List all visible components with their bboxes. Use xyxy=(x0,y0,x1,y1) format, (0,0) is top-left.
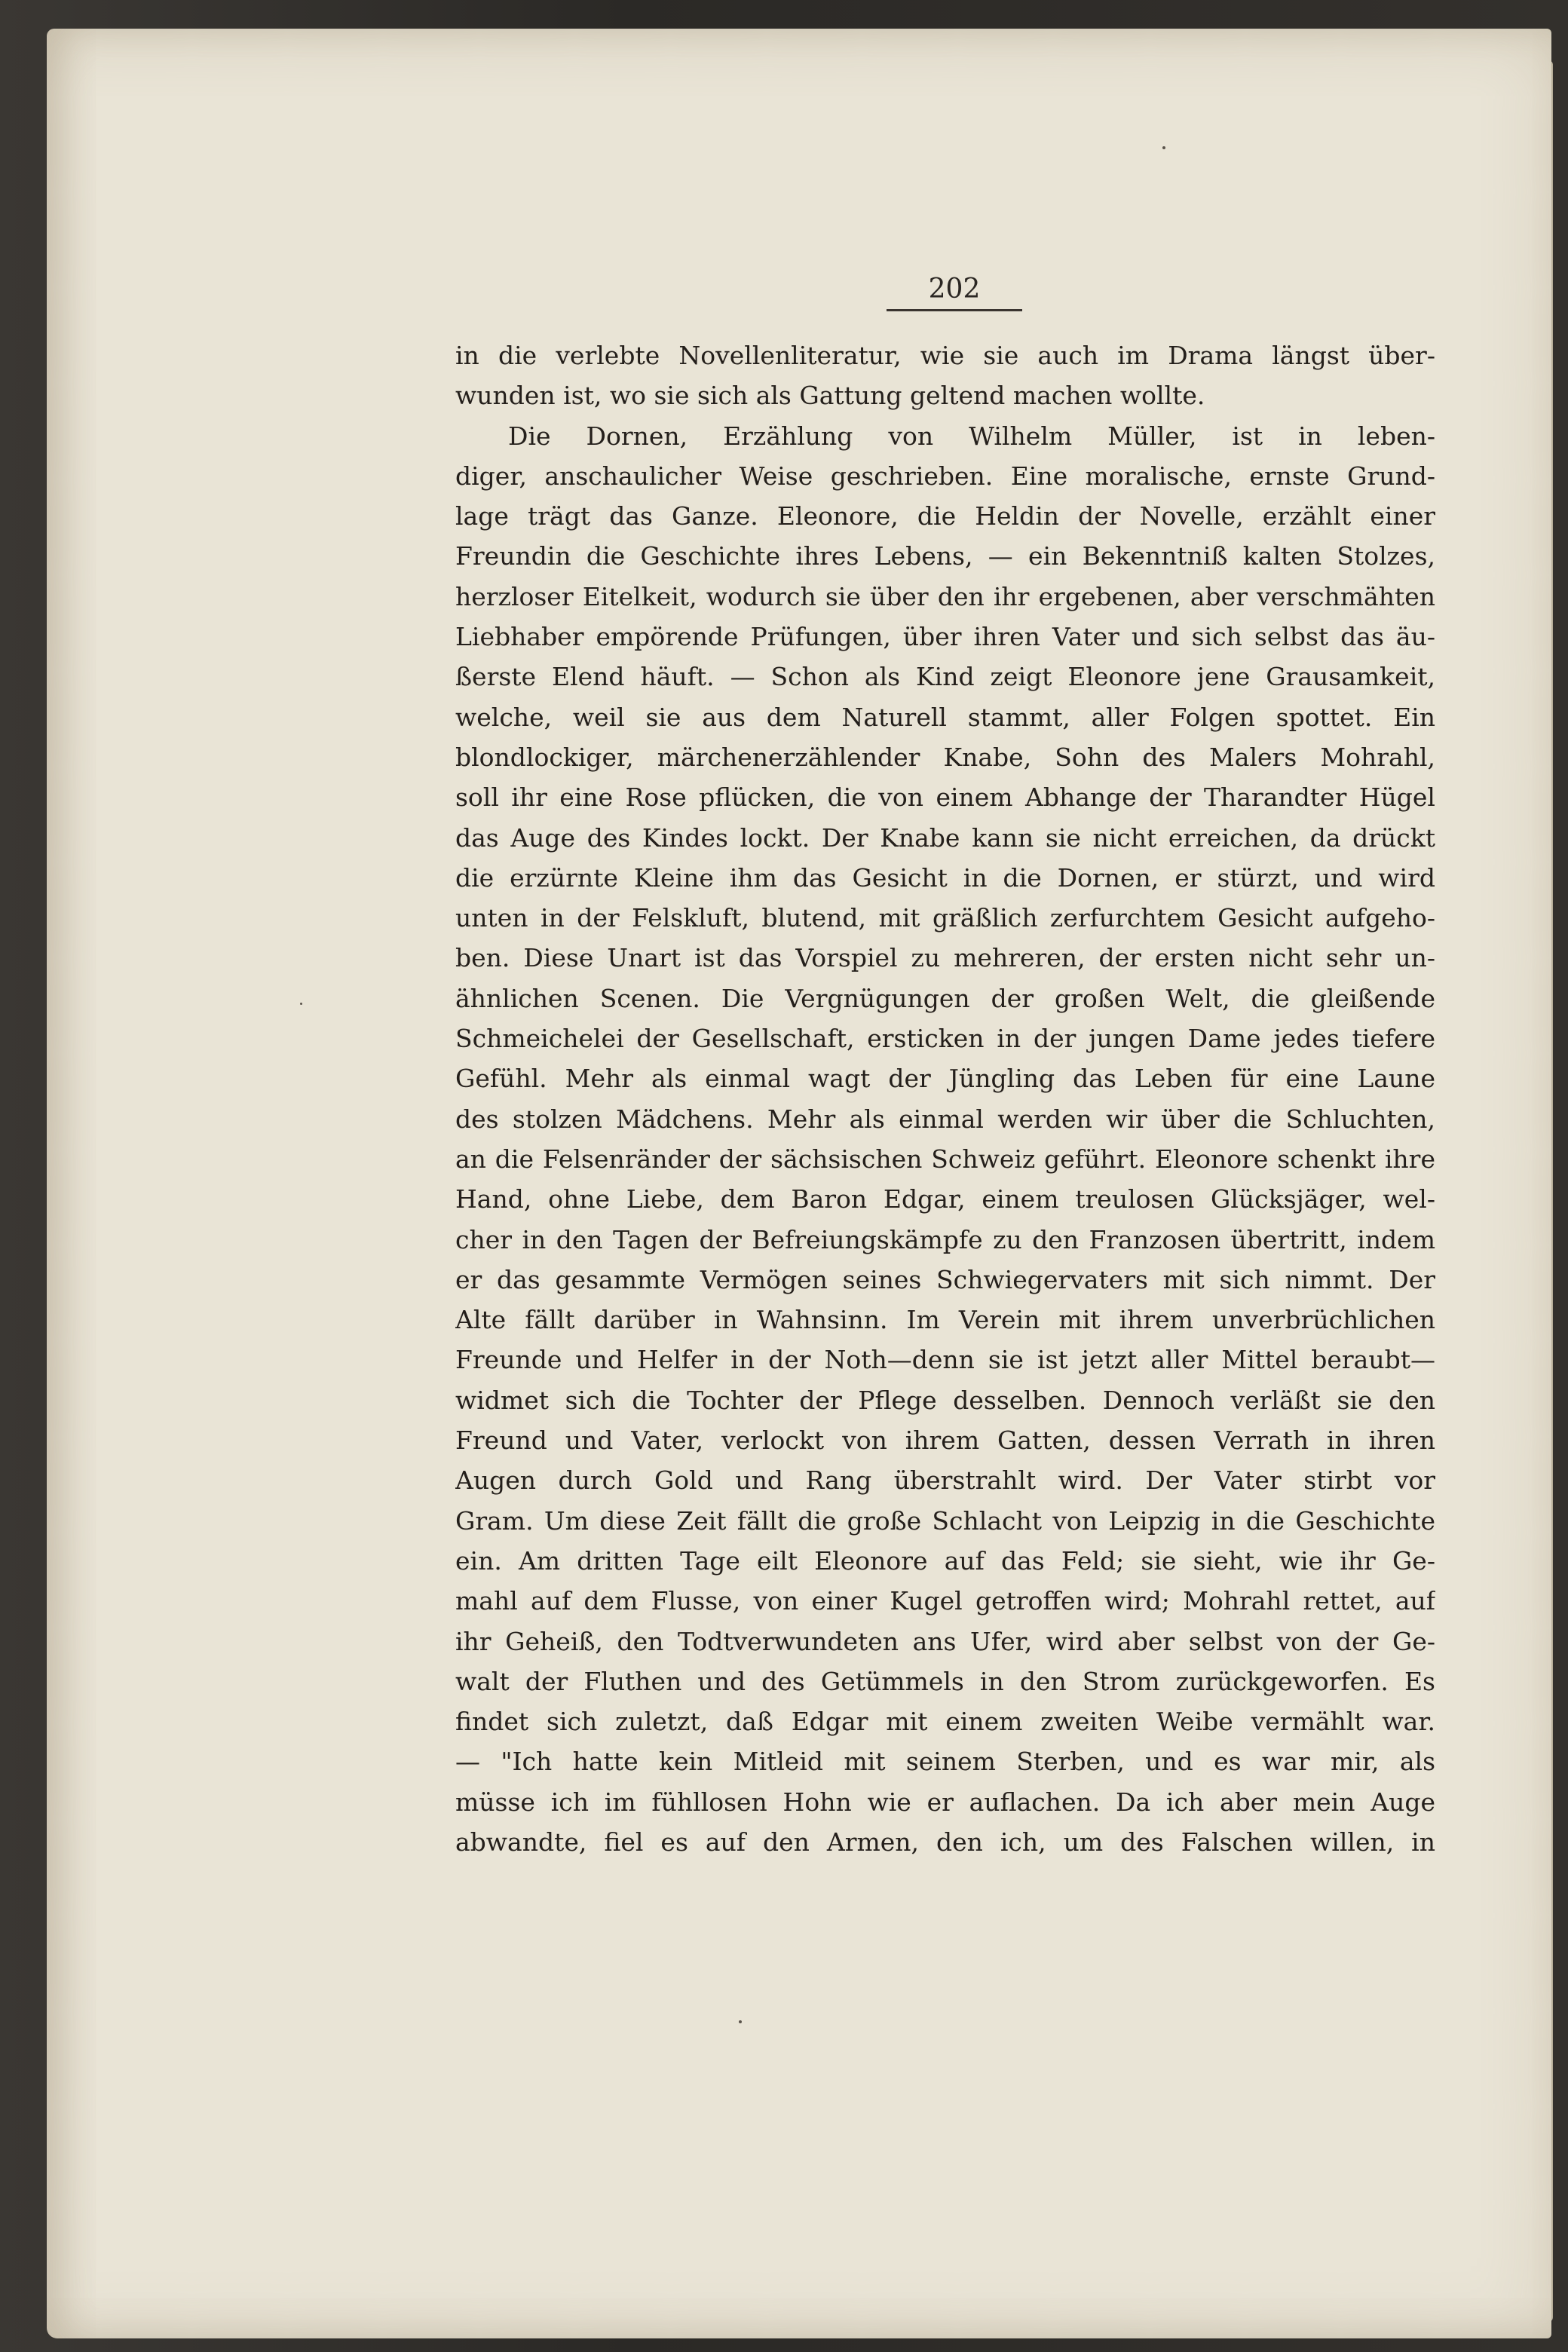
paper-speck xyxy=(1162,146,1165,149)
text-line: an die Felsenränder der sächsischen Schweiz geführt. Eleonore schenkt ihre xyxy=(455,1144,1435,1174)
text-line: ßerste Elend häuft. — Schon als Kind zeigt Eleonore jene Grausamkeit, xyxy=(455,662,1435,692)
text-line: welche, weil sie aus dem Naturell stammt, aller Folgen spottet. Ein xyxy=(455,702,1435,732)
text-line: die erzürnte Kleine ihm das Gesicht in die Dornen, er stürzt, und wird xyxy=(455,862,1435,893)
text-line: ben. Diese Unart ist das Vorspiel zu mehreren, der ersten nicht sehr un- xyxy=(455,943,1435,973)
text-line: Freund und Vater, verlockt von ihrem Gatten, dessen Verrath in ihren xyxy=(455,1426,1435,1456)
text-line: müsse ich im fühllosen Hohn wie er auflachen. Da ich aber mein Auge xyxy=(455,1787,1435,1817)
body-text xyxy=(455,335,1435,1862)
text-line: diger, anschaulicher Weise geschrieben. Eine moralische, ernste Grund- xyxy=(455,461,1435,491)
text-line: er das gesammte Vermögen seines Schwiegervaters mit sich nimmt. Der xyxy=(455,1264,1435,1294)
text-line: Gefühl. Mehr als einmal wagt der Jüngling das Leben für eine Laune xyxy=(455,1064,1435,1094)
text-line: ein. Am dritten Tage eilt Eleonore auf das Feld; sie sieht, wie ihr Ge- xyxy=(455,1545,1435,1576)
text-line: das Auge des Kindes lockt. Der Knabe kann sie nicht erreichen, da drückt xyxy=(455,822,1435,853)
paper-speck xyxy=(300,1003,302,1005)
text-line: walt der Fluthen und des Getümmels in den Strom zurückgeworfen. Es xyxy=(455,1666,1435,1696)
text-line: Hand, ohne Liebe, dem Baron Edgar, einem treulosen Glücksjäger, wel- xyxy=(455,1184,1435,1214)
text-line: findet sich zuletzt, daß Edgar mit einem zweiten Weibe vermählt war. xyxy=(455,1707,1435,1737)
text-line: in die verlebte Novellenliteratur, wie sie auch im Drama längst über- xyxy=(455,341,1435,370)
text-line: — "Ich hatte kein Mitleid mit seinem Sterben, und es war mir, als xyxy=(455,1747,1435,1777)
text-line: mahl auf dem Flusse, von einer Kugel getroffen wird; Mohrahl rettet, auf xyxy=(455,1586,1435,1616)
text-line: Die Dornen, Erzählung von Wilhelm Müller, ist in leben- xyxy=(508,421,1435,451)
text-line: Freunde und Helfer in der Noth—denn sie ist jetzt aller Mittel beraubt— xyxy=(455,1345,1435,1375)
text-line: lage trägt das Ganze. Eleonore, die Heldin der Novelle, erzählt einer xyxy=(455,501,1435,531)
paper-speck xyxy=(739,2020,742,2023)
text-line: unten in der Felskluft, blutend, mit gräßlich zerfurchtem Gesicht aufgeho- xyxy=(455,903,1435,933)
text-line: ihr Geheiß, den Todtverwundeten ans Ufer, wird aber selbst von der Ge- xyxy=(455,1626,1435,1656)
text-line: widmet sich die Tochter der Pflege desselben. Dennoch verläßt sie den xyxy=(455,1385,1435,1415)
text-line: blondlockiger, märchenerzählender Knabe, Sohn des Malers Mohrahl, xyxy=(455,742,1435,772)
text-line: des stolzen Mädchens. Mehr als einmal werden wir über die Schluchten, xyxy=(455,1104,1435,1134)
text-line: Augen durch Gold und Rang überstrahlt wird. Der Vater stirbt vor xyxy=(455,1465,1435,1496)
text-line: Schmeichelei der Gesellschaft, ersticken in der jungen Dame jedes tiefere xyxy=(455,1024,1435,1054)
text-line: herzloser Eitelkeit, wodurch sie über den ihr ergebenen, aber verschmähten xyxy=(455,581,1435,611)
text-line: Liebhaber empörende Prüfungen, über ihren Vater und sich selbst das äu- xyxy=(455,622,1435,652)
text-line: Gram. Um diese Zeit fällt die große Schlacht von Leipzig in die Geschichte xyxy=(455,1505,1435,1536)
text-line: soll ihr eine Rose pflücken, die von einem Abhange der Tharandter Hügel xyxy=(455,782,1435,813)
page-number-rule xyxy=(887,309,1022,311)
text-line: Freundin die Geschichte ihres Lebens, — ein Bekenntniß kalten Stolzes, xyxy=(455,541,1435,571)
text-line: ähnlichen Scenen. Die Vergnügungen der großen Welt, die gleißende xyxy=(455,983,1435,1013)
page-number: 202 xyxy=(928,274,981,305)
text-line: wunden ist, wo sie sich als Gattung geltend machen wollte. xyxy=(455,381,1205,411)
text-line: cher in den Tagen der Befreiungskämpfe zu den Franzosen übertritt, indem xyxy=(455,1224,1435,1254)
text-line: Alte fällt darüber in Wahnsinn. Im Verein mit ihrem unverbrüchlichen xyxy=(455,1305,1435,1335)
text-line: abwandte, fiel es auf den Armen, den ich, um des Falschen willen, in xyxy=(455,1827,1435,1857)
